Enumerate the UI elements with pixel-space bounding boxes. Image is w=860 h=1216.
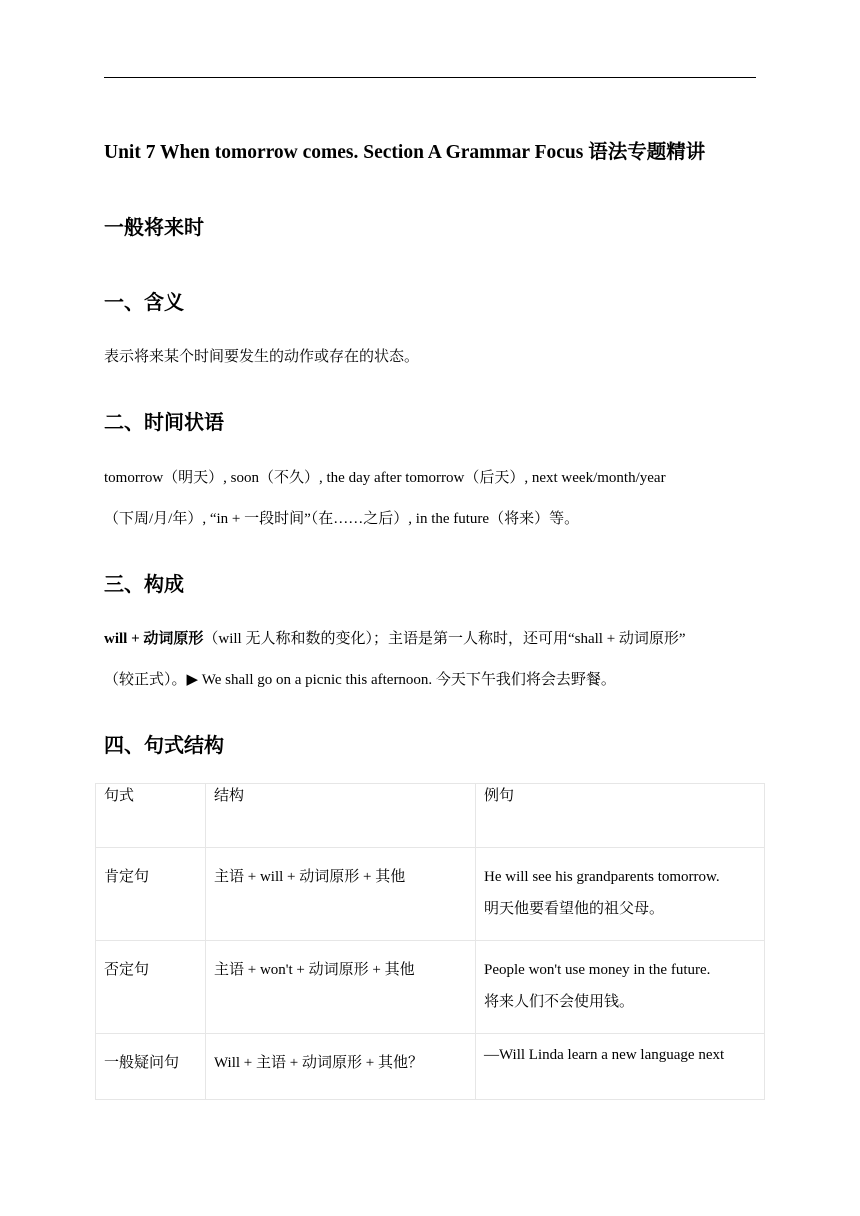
document-title: Unit 7 When tomorrow comes. Section A Grammar Focus 语法专题精讲 <box>104 142 706 163</box>
sentence-pattern-table <box>95 783 765 1100</box>
structure-formula: will + 动词原形 <box>104 631 204 647</box>
table-row <box>96 848 765 941</box>
section-heading-sentence-patterns: 四、句式结构 <box>104 733 224 757</box>
table-row <box>96 1034 765 1100</box>
pattern-structure-cell: 主语 + will + 动词原形 + 其他 <box>206 848 476 941</box>
pattern-structure-cell: Will + 主语 + 动词原形 + 其他？ <box>206 1034 476 1100</box>
time-adverbials-line-2: （下周/月/年）, “in + 一段时间”（在……之后）, in the future（将来）等。 <box>104 511 580 527</box>
structure-line-1 <box>104 627 686 648</box>
example-english: People won't use money in the future. <box>484 962 711 978</box>
pattern-example-cell <box>476 941 765 1034</box>
pattern-type-cell: 一般疑问句 <box>96 1034 206 1100</box>
section-heading-time-adverbials: 二、时间状语 <box>104 410 224 434</box>
table-row <box>96 941 765 1034</box>
example-chinese: 将来人们不会使用钱。 <box>484 994 635 1010</box>
example-english: —Will Linda learn a new language next <box>484 1047 725 1063</box>
table-header-cell: 结构 <box>206 784 476 848</box>
pattern-structure-cell: 主语 + won't + 动词原形 + 其他 <box>206 941 476 1034</box>
main-heading: 一般将来时 <box>104 215 204 239</box>
section-heading-structure: 三、构成 <box>104 572 184 596</box>
pattern-type-cell: 肯定句 <box>96 848 206 941</box>
table-header-row <box>96 784 765 848</box>
time-adverbials-line-1: tomorrow（明天）, soon（不久）, the day after tomorrow（后天）, next week/month/year <box>104 470 666 486</box>
example-chinese: 明天他要看望他的祖父母。 <box>484 901 665 917</box>
meaning-text: 表示将来某个时间要发生的动作或存在的状态。 <box>104 349 420 365</box>
pattern-type-cell: 否定句 <box>96 941 206 1034</box>
example-english: He will see his grandparents tomorrow. <box>484 869 720 885</box>
header-rule <box>104 77 756 78</box>
table-header-cell: 句式 <box>96 784 206 848</box>
structure-line-1-rest: （will 无人称和数的变化）；主语是第一人称时，还可用“shall + 动词原形” <box>203 631 686 647</box>
pattern-example-cell <box>476 848 765 941</box>
section-heading-meaning: 一、含义 <box>104 290 184 314</box>
structure-line-2: （较正式）。▶ We shall go on a picnic this afternoon. 今天下午我们将会去野餐。 <box>104 672 616 688</box>
table-header-cell: 例句 <box>476 784 765 848</box>
pattern-example-cell <box>476 1034 765 1100</box>
